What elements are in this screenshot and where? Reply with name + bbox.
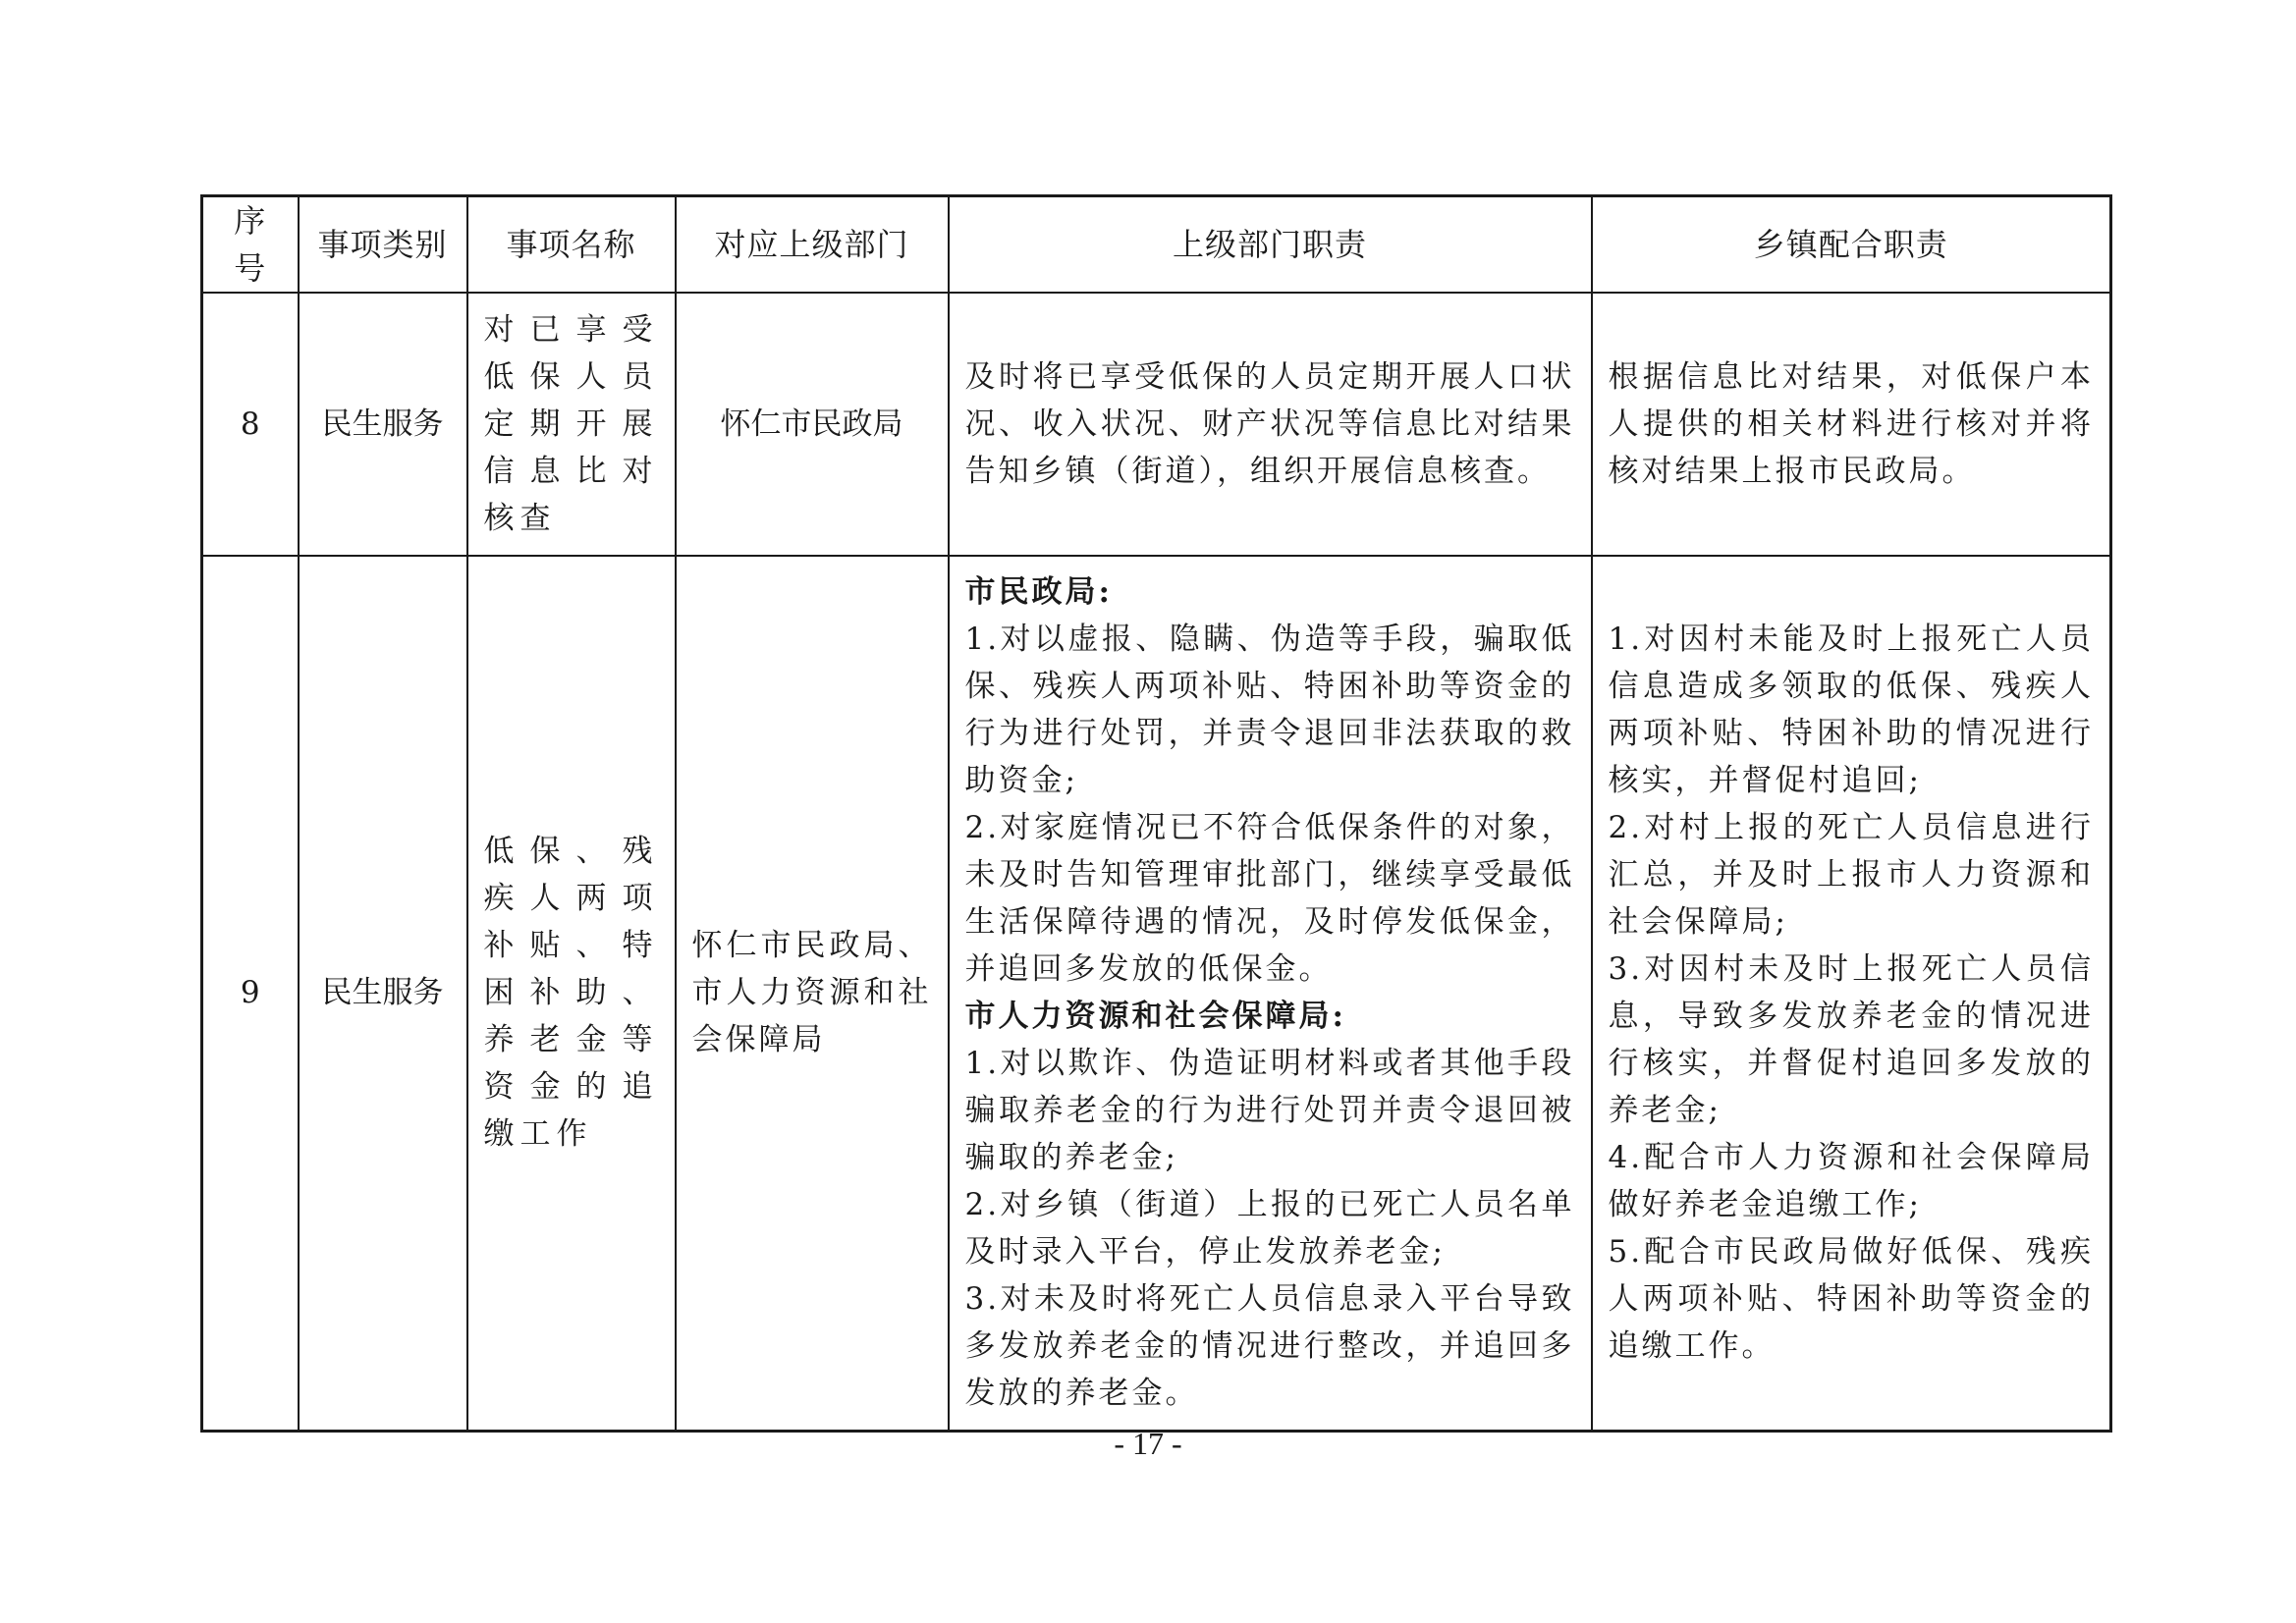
row-department: 怀仁市民政局: [676, 293, 949, 556]
town-duty-item: 1.对因村未能及时上报死亡人员信息造成多领取的低保、残疾人两项补贴、特困补助的情况进行核实，并督促村追回;: [1608, 622, 2094, 799]
header-department-duties: 上级部门职责: [949, 196, 1592, 294]
duty-item: 2.对乡镇（街道）上报的已死亡人员名单及时录入平台，停止发放养老金;: [964, 1187, 1575, 1271]
row-department-duties: [949, 293, 1592, 556]
table-row: [202, 556, 2111, 1431]
town-duty-item: 2.对村上报的死亡人员信息进行汇总，并及时上报市人力资源和社会保障局;: [1608, 810, 2094, 941]
row-town-duties: [1592, 293, 2111, 556]
row-number: 8: [202, 293, 299, 556]
duty-item: 2.对家庭情况已不符合低保条件的对象，未及时告知管理审批部门，继续享受最低生活保障待遇的情况，及时停发低保金，并追回多发放的低保金。: [964, 810, 1575, 988]
duty-item: 1.对以欺诈、伪造证明材料或者其他手段骗取养老金的行为进行处罚并责令退回被骗取的养老金;: [964, 1046, 1575, 1176]
header-town-duties: 乡镇配合职责: [1592, 196, 2111, 294]
header-no: 序号: [202, 196, 299, 294]
duty-section-heading: 市人力资源和社会保障局:: [964, 999, 1346, 1035]
table-row: [202, 293, 2111, 556]
town-duty-item: 5.配合市民政局做好低保、残疾人两项补贴、特困补助等资金的追缴工作。: [1608, 1234, 2094, 1365]
row-department-duties: [949, 556, 1592, 1431]
page-number: - 17 -: [1114, 1426, 1182, 1461]
header-category: 事项类别: [299, 196, 467, 294]
row-number: 9: [202, 556, 299, 1431]
duty-section-heading: 市民政局:: [964, 574, 1113, 611]
duty-item: 及时将已享受低保的人员定期开展人口状况、收入状况、财产状况等信息比对结果告知乡镇（街道），组织开展信息核查。: [964, 359, 1575, 489]
town-duty-item: 3.对因村未及时上报死亡人员信息，导致多发放养老金的情况进行核实，并督促村追回多发放的养老金;: [1608, 951, 2094, 1129]
duty-item: 3.对未及时将死亡人员信息录入平台导致多发放养老金的情况进行整改，并追回多发放的养老金。: [964, 1281, 1575, 1412]
row-item-name: 对已享受低保人员定期开展信息比对核查: [467, 293, 676, 556]
row-item-name: 低保、残疾人两项补贴、特困补助、养老金等资金的追缴工作: [467, 556, 676, 1431]
header-department: 对应上级部门: [676, 196, 949, 294]
town-duty-item: 4.配合市人力资源和社会保障局做好养老金追缴工作;: [1608, 1140, 2094, 1223]
row-department: 怀仁市民政局、市人力资源和社会保障局: [676, 556, 949, 1431]
row-category: 民生服务: [299, 293, 467, 556]
town-duty-item: 根据信息比对结果，对低保户本人提供的相关材料进行核对并将核对结果上报市民政局。: [1608, 359, 2094, 489]
duty-table: [200, 194, 2112, 1433]
row-category: 民生服务: [299, 556, 467, 1431]
row-town-duties: [1592, 556, 2111, 1431]
header-item-name: 事项名称: [467, 196, 676, 294]
table-header-row: [202, 196, 2111, 294]
duty-item: 1.对以虚报、隐瞒、伪造等手段，骗取低保、残疾人两项补贴、特困补助等资金的行为进行处罚，并责令退回非法获取的救助资金;: [964, 622, 1575, 799]
